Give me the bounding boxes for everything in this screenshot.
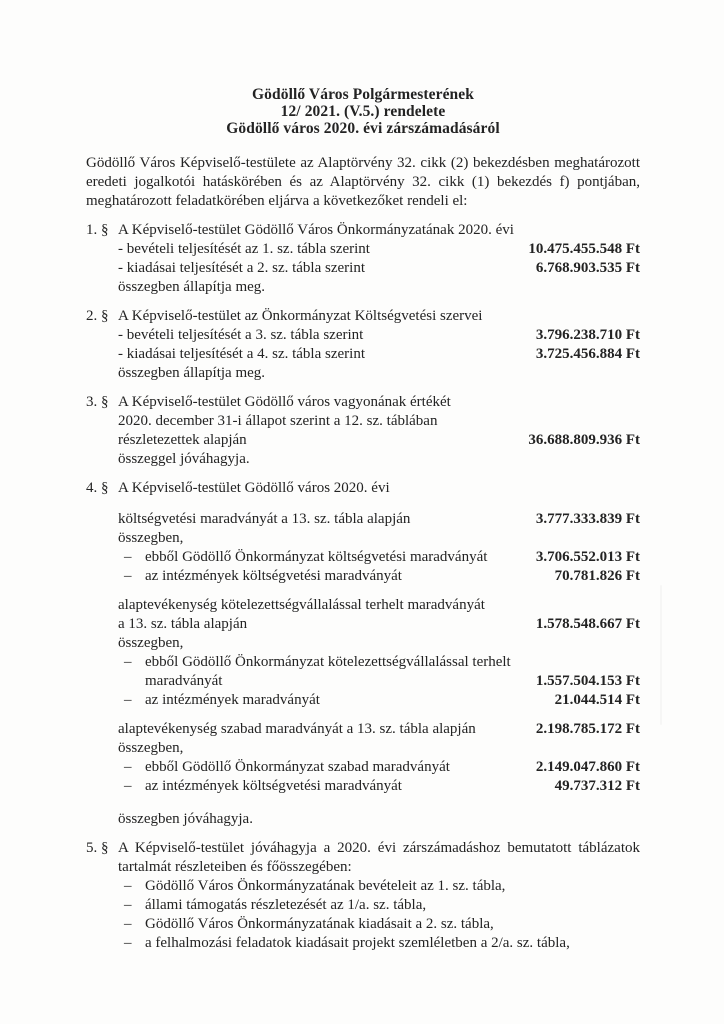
line-text: tartalmát részleteiben és főösszegében: [118,859,352,875]
section [86,307,640,383]
line-text: részletezettek alapján [118,432,247,448]
bullet-dash: – [124,897,132,913]
line-text: - kiadásai teljesítését a 2. sz. tábla szerint [118,260,365,276]
line-text: összegben állapítja meg. [118,279,266,295]
text-line [118,393,640,412]
line-text: a 13. sz. tábla alapján [118,616,248,632]
line-text: A Képviselő-testület az Önkormányzat Költségvetési szervei [118,308,483,324]
line-text: - bevételi teljesítését az 1. sz. tábla szerint [118,241,370,257]
text-line [118,529,640,548]
bullet-line [118,915,640,934]
amount-value: 3.706.552.013 Ft [535,549,640,565]
line-text: - bevételi teljesítését a 3. sz. tábla szerint [118,327,364,343]
line-text: összegben, [118,530,184,546]
line-text: A Képviselő-testület Gödöllő város 2020. évi [118,480,390,496]
bullet-line [118,567,640,586]
text-line [118,672,640,691]
text-line [118,739,640,758]
bullet-line [118,758,640,777]
bullet-line [118,777,640,796]
text-line [118,221,640,240]
line-text: A Képviselő-testület jóváhagyja a 2020. évi zárszámadáshoz bemutatott táblázatok [118,840,640,856]
bullet-line [118,691,640,710]
section-number: 3. § [86,394,109,410]
text-line [118,510,640,529]
line-text: Gödöllő Város Önkormányzatának kiadásait a 2. sz. tábla, [145,916,494,932]
bullet-dash: – [124,568,132,584]
line-text: összegben, [118,635,184,651]
bullet-line [118,896,640,915]
line-text: alaptevékenység kötelezettségvállalással terhelt maradványát [118,597,485,613]
text-line [118,720,640,739]
text-line [118,364,640,383]
amount-value: 3.725.456.884 Ft [535,346,640,362]
amount-value: 1.557.504.153 Ft [535,673,640,689]
text-line [118,615,640,634]
line-text: Gödöllő Város Önkormányzatának bevételeit az 1. sz. tábla, [145,878,506,894]
line-text: összeggel jóváhagyja. [118,451,250,467]
title-line-subject: Gödöllő város 2020. évi zárszámadásáról [226,120,500,137]
spacer [118,586,640,596]
line-text: ebből Gödöllő Önkormányzat kötelezettségvállalással terhelt [145,654,511,670]
line-text: a felhalmozási feladatok kiadásait projekt szemléletben a 2/a. sz. tábla, [145,935,570,951]
spacer [118,710,640,720]
text-line [118,596,640,615]
title-line-decree-number: 12/ 2021. (V.5.) rendelete [280,103,446,120]
line-text: ebből Gödöllő Önkormányzat költségvetési maradványát [145,549,488,565]
bullet-line [118,877,640,896]
line-text: az intézmények maradványát [145,692,320,708]
bullet-dash: – [124,654,132,670]
sections [86,221,640,953]
intro-line: eredeti jogalkotói hatáskörében és az Alaptörvény 32. cikk (1) bekezdés f) pontjában, [86,174,640,190]
section-number: 4. § [86,480,109,496]
section [86,393,640,469]
section-body [118,479,640,829]
amount-value: 3.796.238.710 Ft [535,327,640,343]
section-number: 5. § [86,840,109,856]
text-line [118,431,640,450]
line-text: költségvetési maradványát a 13. sz. tábla alapján [118,511,411,527]
section-body [118,307,640,383]
section-body [118,393,640,469]
spacer [118,796,640,810]
line-text: A Képviselő-testület Gödöllő város vagyonának értékét [118,394,451,410]
amount-value: 49.737.312 Ft [554,778,640,794]
title-line-issuer: Gödöllő Város Polgármesterének [252,86,474,103]
bullet-line [118,934,640,953]
line-text: az intézmények költségvetési maradványát [145,778,402,794]
intro-line: Gödöllő Város Képviselő-testülete az Alaptörvény 32. cikk (2) bekezdésben meghatározott [86,155,640,171]
amount-value: 2.149.047.860 Ft [535,759,640,775]
line-text: összegben állapítja meg. [118,365,266,381]
bullet-dash: – [124,778,132,794]
line-text: A Képviselő-testület Gödöllő Város Önkormányzatának 2020. évi [118,222,514,238]
text-line [118,240,640,259]
amount-value: 70.781.826 Ft [554,568,640,584]
bullet-dash: – [124,935,132,951]
text-line [118,278,640,297]
amount-value: 2.198.785.172 Ft [535,721,640,737]
bullet-dash: – [124,759,132,775]
text-line [118,345,640,364]
amount-value: 36.688.809.936 Ft [528,432,640,448]
section-body [118,839,640,953]
section-number: 1. § [86,222,109,238]
intro-line: meghatározott feladatkörében eljárva a következőket rendeli el: [86,193,468,209]
section [86,839,640,953]
bullet-dash: – [124,549,132,565]
text-line [118,412,640,431]
amount-value: 21.044.514 Ft [554,692,640,708]
section-number: 2. § [86,308,109,324]
section [86,479,640,829]
text-line [118,259,640,278]
section [86,221,640,297]
line-text: ebből Gödöllő Önkormányzat szabad maradványát [145,759,450,775]
text-line [118,307,640,326]
amount-value: 1.578.548.667 Ft [535,616,640,632]
line-text: az intézmények költségvetési maradványát [145,568,402,584]
amount-value: 3.777.333.839 Ft [535,511,640,527]
text-line [118,810,640,829]
bullet-line [118,548,640,567]
text-line [118,450,640,469]
line-text: összegben, [118,740,184,756]
spacer [118,498,640,510]
bullet-line [118,653,640,672]
line-text: - kiadásai teljesítését a 4. sz. tábla szerint [118,346,365,362]
bullet-dash: – [124,692,132,708]
intro-paragraph [86,154,640,211]
section-body [118,221,640,297]
document-title [86,86,640,137]
text-line [118,634,640,653]
amount-value: 10.475.455.548 Ft [528,241,640,257]
scan-artifact [660,585,662,725]
amount-value: 6.768.903.535 Ft [535,260,640,276]
line-text: alaptevékenység szabad maradványát a 13. sz. tábla alapján [118,721,476,737]
line-text: összegben jóváhagyja. [118,811,253,827]
bullet-dash: – [124,916,132,932]
text-line [118,858,640,877]
line-text: állami támogatás részletezését az 1/a. sz. tábla, [145,897,427,913]
text-line [118,839,640,858]
line-text: maradványát [145,673,223,689]
bullet-dash: – [124,878,132,894]
text-line [118,326,640,345]
text-line [118,479,640,498]
line-text: 2020. december 31-i állapot szerint a 12. sz. táblában [118,413,438,429]
